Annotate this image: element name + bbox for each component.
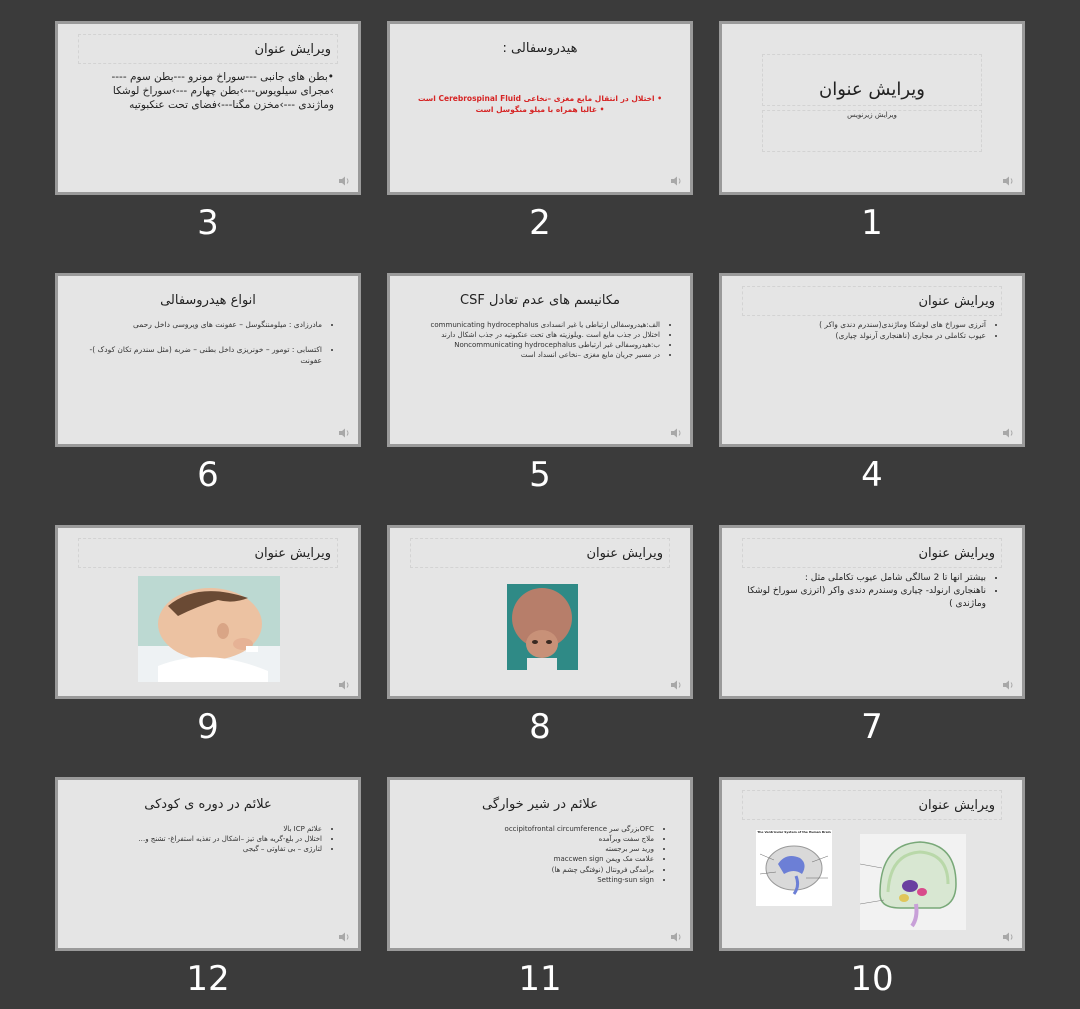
slide-3[interactable] — [55, 21, 361, 195]
hydrocephalus-child-photo — [507, 584, 578, 670]
slide-line: • Setting-sun sign — [430, 875, 654, 885]
slide-title: ویرایش عنوان — [742, 286, 1002, 316]
slide-line: • OFCبزرگی سر occipitofrontal circumference — [430, 824, 654, 834]
slide-body — [430, 824, 666, 885]
slide-1[interactable] — [719, 21, 1025, 195]
slide-title: ویرایش عنوان — [410, 538, 670, 568]
slide-number: 1 — [861, 203, 883, 243]
slide-subtitle: ویرایش زیرنویس — [762, 110, 982, 152]
slide-line: • اختلال در جذب مایع است .ویلوزیته های تحت عنکبوتیه در جذب اشکال دارند — [408, 330, 660, 340]
speaker-icon — [670, 428, 682, 438]
slide-line: • عیوب تکاملی در مجاری (ناهنجاری آرنولد چیاری) — [746, 331, 986, 342]
slide-number: 8 — [529, 707, 551, 747]
slide-line: • برآمدگی فرونتال (نوفتگی چشم ها) — [430, 865, 654, 875]
slide-11[interactable] — [387, 777, 693, 951]
slide-number: 2 — [529, 203, 551, 243]
slide-line: • اختلال در بلع-گریه های تیز –اشکال در تغذیه استفراغ- تشنج و… — [82, 834, 322, 844]
slide-line: • ناهنجاری ارنولد- چیاری وسندرم دندی واکر (اترزی سوراخ لوشکا وماژندی ) — [746, 585, 986, 611]
brain-diagram-icon — [756, 834, 832, 906]
speaker-icon — [1002, 680, 1014, 690]
slide-line: • مادرزادی : میلومننگوسل – عفونت های ویروسی داخل رحمی — [82, 320, 322, 331]
infant-photo — [138, 576, 280, 682]
slide-number: 9 — [197, 707, 219, 747]
speaker-icon — [1002, 932, 1014, 942]
slide-line: ›مجرای سیلویوس---›بطن چهارم ---›سوراخ لوشکا — [112, 85, 334, 98]
speaker-icon — [670, 176, 682, 186]
slide-number: 7 — [861, 707, 883, 747]
slide-title: ویرایش عنوان — [762, 54, 982, 106]
slide-line: وماژندی ---›مخزن مگنا---›فضای تحت عنکبوتیه — [129, 99, 334, 112]
slide-title: ویرایش عنوان — [742, 790, 1002, 820]
slide-number: 10 — [850, 959, 894, 999]
slide-line: • لتارژی – بی تفاوتی – گیجی — [82, 844, 322, 854]
slide-9[interactable] — [55, 525, 361, 699]
slide-line: • در مسیر جریان مایع مغزی –نخاعی انسداد است — [408, 350, 660, 360]
slide-title: ویرایش عنوان — [78, 538, 338, 568]
slide-line: • غالبا همراه با میلو منگوسل است — [475, 104, 605, 114]
ventricular-diagram — [756, 830, 832, 906]
slide-line: • اکتسابی : تومور – خونریزی داخل بطنی – ضربه (مثل سندرم تکان کودک )- عفونت — [82, 345, 322, 367]
slide-title: علائم در شیر خوارگی — [482, 797, 598, 812]
slide-title: ویرایش عنوان — [78, 34, 338, 64]
slide-body — [82, 320, 334, 367]
slide-number: 12 — [186, 959, 230, 999]
slide-body — [82, 70, 334, 113]
slide-line: • الف:هیدروسفالی ارتباطی یا غیر انسدادی communicating hydrocephalus — [408, 320, 660, 330]
slide-line: • ورید سر برجسته — [430, 844, 654, 854]
slide-number: 5 — [529, 455, 551, 495]
slide-line: •بطن های جانبی ---سوراخ مونرو ---بطن سوم ---- — [111, 71, 334, 83]
slide-5[interactable] — [387, 273, 693, 447]
speaker-icon — [338, 680, 350, 690]
diagram-caption: The Ventricular System of the Human Brain — [757, 830, 831, 834]
slide-7[interactable] — [719, 525, 1025, 699]
speaker-icon — [1002, 428, 1014, 438]
slide-8[interactable] — [387, 525, 693, 699]
slide-body — [746, 572, 998, 611]
slide-number: 6 — [197, 455, 219, 495]
slide-4[interactable] — [719, 273, 1025, 447]
slide-title: علائم در دوره ی کودکی — [144, 797, 272, 812]
slide-number: 4 — [861, 455, 883, 495]
slide-line: • آترزی سوراخ های لوشکا وماژندی(سندرم دندی واکر ) — [746, 320, 986, 331]
slide-body — [414, 94, 666, 116]
slide-line: • ب:هیدروسفالی غیر ارتباطی Noncommunicating hydrocephalus — [408, 340, 660, 350]
slide-number: 3 — [197, 203, 219, 243]
speaker-icon — [338, 932, 350, 942]
slide-12[interactable] — [55, 777, 361, 951]
brain-anatomy-diagram — [860, 834, 966, 930]
slide-10[interactable] — [719, 777, 1025, 951]
slide-body — [408, 320, 672, 361]
slide-number: 11 — [518, 959, 562, 999]
slide-6[interactable] — [55, 273, 361, 447]
slide-title: ویرایش عنوان — [742, 538, 1002, 568]
slide-line: • علامت مک ویمن maccwen sign — [430, 854, 654, 864]
slide-body — [746, 320, 998, 342]
slide-title: هیدروسفالی : — [502, 41, 578, 56]
speaker-icon — [670, 680, 682, 690]
slide-line: • ملاج سفت وبرآمده — [430, 834, 654, 844]
slide-line: • اختلال در انتقال مایع مغزی –نخاعی Cerebrospinal Fluid است — [417, 94, 663, 103]
slide-title: مکانیسم های عدم تعادل CSF — [460, 293, 620, 308]
speaker-icon — [1002, 176, 1014, 186]
slide-line: • بیشتر انها تا 2 سالگی شامل عیوب تکاملی مثل : — [746, 572, 986, 585]
slide-2[interactable] — [387, 21, 693, 195]
speaker-icon — [338, 428, 350, 438]
speaker-icon — [338, 176, 350, 186]
slide-body — [82, 824, 334, 854]
speaker-icon — [670, 932, 682, 942]
slide-line: • علائم ICP بالا — [82, 824, 322, 834]
slide-title: انواع هیدروسفالی — [160, 293, 256, 308]
